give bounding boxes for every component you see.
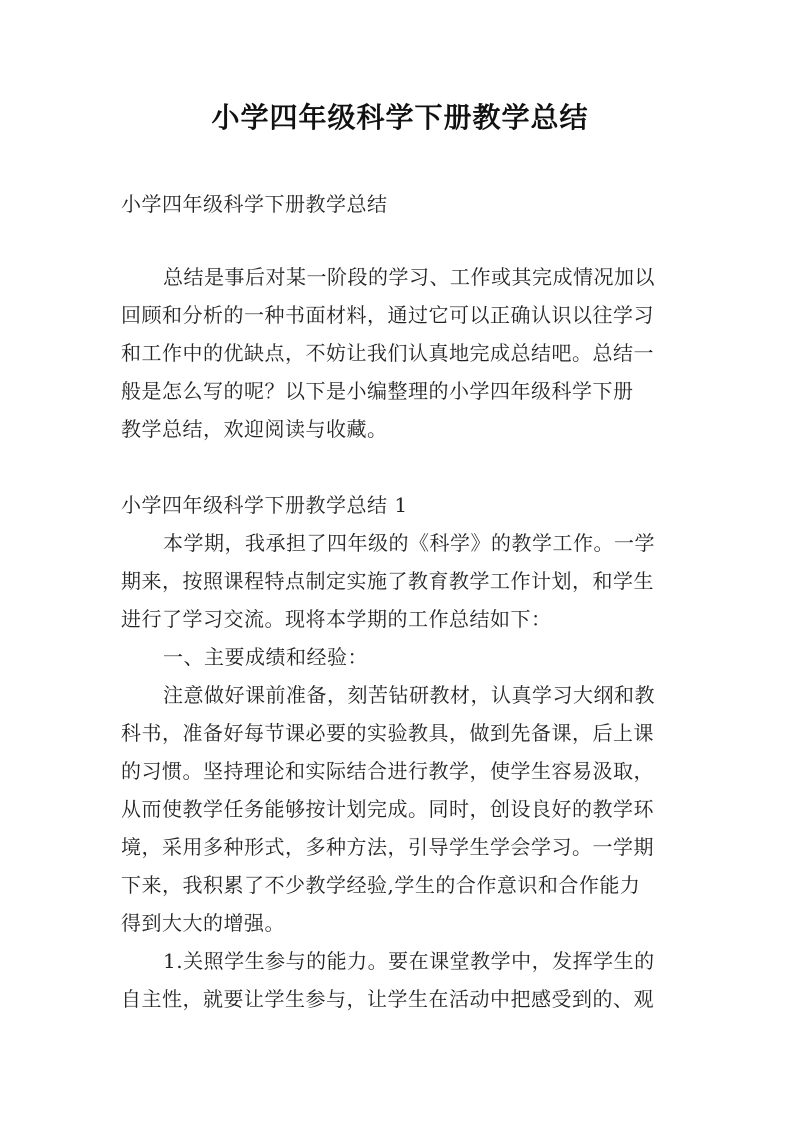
paragraph-line: 从而使教学任务能够按计划完成。同时，创设良好的教学环 bbox=[121, 797, 654, 821]
paragraph-line: 下来，我积累了不少教学经验,学生的合作意识和合作能力 bbox=[121, 873, 641, 897]
paragraph-line: 期来，按照课程特点制定实施了教育教学工作计划，和学生 bbox=[121, 569, 654, 593]
sub-heading: 一、主要成绩和经验： bbox=[163, 645, 368, 669]
paragraph-line: 自主性，就要让学生参与，让学生在活动中把感受到的、观 bbox=[121, 987, 654, 1011]
section-heading: 小学四年级科学下册教学总结 1 bbox=[121, 493, 408, 517]
paragraph-line: 注意做好课前准备，刻苦钻研教材，认真学习大纲和教 bbox=[163, 683, 655, 707]
intro-line: 教学总结，欢迎阅读与收藏。 bbox=[121, 417, 388, 441]
paragraph-line: 境，采用多种形式，多种方法，引导学生学会学习。一学期 bbox=[121, 835, 654, 859]
paragraph-line: 得到大大的增强。 bbox=[121, 911, 285, 935]
intro-line: 回顾和分析的一种书面材料，通过它可以正确认识以往学习 bbox=[121, 303, 654, 327]
paragraph-line: 科书，准备好每节课必要的实验教具，做到先备课，后上课 bbox=[121, 721, 654, 745]
paragraph-line: 本学期，我承担了四年级的《科学》的教学工作。一学 bbox=[163, 531, 655, 555]
intro-line: 总结是事后对某一阶段的学习、工作或其完成情况加以 bbox=[163, 265, 655, 289]
paragraph-line: 进行了学习交流。现将本学期的工作总结如下： bbox=[121, 607, 552, 631]
document-subtitle: 小学四年级科学下册教学总结 bbox=[121, 192, 388, 216]
paragraph-line: 1.关照学生参与的能力。要在课堂教学中，发挥学生的 bbox=[163, 949, 655, 973]
document-title: 小学四年级科学下册教学总结 bbox=[211, 101, 589, 134]
intro-line: 般是怎么写的呢？以下是小编整理的小学四年级科学下册 bbox=[121, 379, 634, 403]
paragraph-line: 的习惯。坚持理论和实际结合进行教学，使学生容易汲取， bbox=[121, 759, 654, 783]
intro-line: 和工作中的优缺点，不妨让我们认真地完成总结吧。总结一 bbox=[121, 341, 654, 365]
